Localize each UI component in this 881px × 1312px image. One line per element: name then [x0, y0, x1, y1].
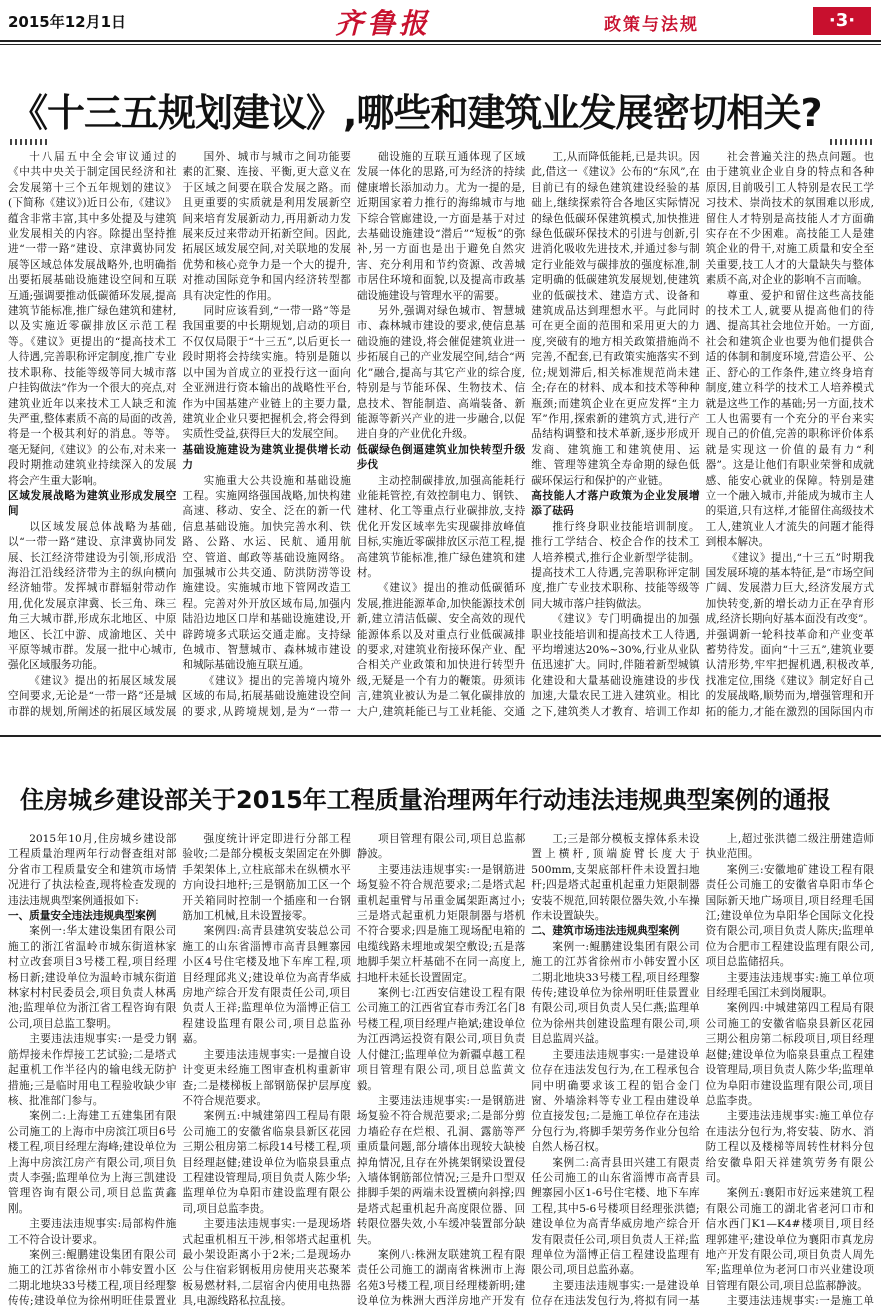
paragraph: 案例二:高青县田兴建工有限责任公司施工的山东省淄博市高青县鲤寨园小区1-6号住宅楼、地下车库工程,其中5-6号楼项目经理张洪德;建设单位为高青华威房地产综合开发有限责任公司,项目负责人王祥;监理单位为淄博正信工程建设监理有限公司,项目总监孙嘉。 — [531, 1156, 700, 1277]
paragraph: 主要违法违规事实:一是受力钢筋焊接未作焊接工艺试验;二是塔式起重机工作半径内的输电线无防护措施;三是临时用电工程验收缺少审核、批准部门参与。 — [8, 1033, 177, 1107]
paragraph: 区域发展战略为建筑业形成发展空间 — [8, 489, 177, 518]
paragraph: 主要违法违规事实:一是钢筋进场复验不符合规范要求;二是塔式起重机起重臂与吊重金属架距离过小;三是塔式起重机力矩限制器与塔机不符合要求;四是施工现场配电箱的电缆线路未埋地或架空敷设;五是落地脚手架立杆基础不在同一高度上,扫地杆未延长设置固定。 — [356, 863, 526, 984]
paragraph: 项目管理有限公司,项目总监郝静波。 — [356, 833, 526, 861]
paragraph: 基础设施建设为建筑业提供增长动力 — [182, 443, 351, 472]
paragraph: 案例三:安徽地矿建设工程有限责任公司施工的安徽省阜阳市华仑国际新天地广场项目,项目经理毛国江;建设单位为阜阳华仑国际文化投资有限公司,项目负责人陈庆;监理单位为合肥市工程建设监理有限公司,项目总监储招兵。 — [705, 863, 875, 969]
article2-body — [8, 832, 874, 1310]
article1-column — [182, 150, 350, 720]
article2-column — [182, 832, 350, 1310]
paragraph: 国外、城市与城市之间功能要素的汇聚、连接、平衡,更大意义在于区域之间要在联合发展之路。而且更重要的实质就是利用发展新空间来培育发展新动力,再用新动力发展来反过来带动开拓新空间。因此,拓展区域发展空间,对关联地的发展优势和核心竞争力是一个大的提升,对推动国际竞争和国内经济转型都具有决定性的作用。 — [182, 151, 351, 302]
paragraph: 低碳绿色倒逼建筑业加快转型升级步伐 — [356, 443, 526, 472]
paragraph: 同时应该看到,“一带一路”等是我国重要的中长期规划,启动的项目不仅仅局限于“十三五”,以后更长一段时期将会持续实施。特别是随以以中国为首成立的亚投行这一面向全亚洲进行资本输出的战略性平台,作为中国基建产业链上的主要力量,建筑业企业只要把握机会,将会得到实质性受益,获得巨大的发展空间。 — [182, 305, 351, 441]
paragraph: 主要违法违规事实:施工单位项目经理毛国江未到岗履职。 — [705, 971, 875, 1000]
paragraph: 《建议》提出的拓展区域发展空间要求,无论是“一带一路”还是城市群的规划,所阐述的拓展区域发展 — [8, 674, 177, 718]
issue-date: 2015年12月1日 — [8, 13, 127, 31]
article2-column — [8, 832, 176, 1310]
paragraph: 主要违法违规事实:一是擅自设计变更未经施工图审查机构重新审查;二是楼梯板上部钢筋保护层厚度不符合规范要求。 — [182, 1048, 351, 1107]
paragraph: 案例三:鲲鹏建设集团有限公司施工的江苏省徐州市小韩安置小区二期北地块33号楼工程,项目经理黎传传;建设单位为徐州明旺佳景置业 — [8, 1248, 177, 1308]
paragraph: 高技能人才落户政策为企业发展增添了砝码 — [531, 489, 700, 518]
paragraph: 案例七:江西安信建设工程有限公司施工的江西省宜春市秀江名门8号楼工程,项目经理卢艳斌;建设单位为江西鸿运投资有限公司,项目负责人付健江;监理单位为新疆卓越工程项目管理有限公司,项目总监黄文毅。 — [356, 987, 526, 1092]
article-divider — [0, 735, 881, 737]
paragraph: 2015年10月,住房城乡建设部工程质量治理两年行动督查组对部分省市工程质量安全和建筑市场情况进行了执法检查,现将检查发现的违法违规典型案例通报如下: — [8, 833, 177, 907]
paragraph: 上,超过张洪德二级注册建造师执业范围。 — [705, 833, 875, 861]
article1-column — [357, 150, 525, 720]
paragraph: 主要违法违规事实:局部构件施工不符合设计要求。 — [8, 1218, 177, 1246]
paragraph: 主动控制碳排放,加强高能耗行业能耗管控,有效控制电力、钢铁、建材、化工等重点行业碳排放,支持优化开发区域率先实现碳排放峰值目标,实施近零碳排放区示范工程,提高建筑节能标准,推广绿色建筑和建材。 — [356, 474, 526, 579]
paragraph: 《建议》专门明确提出的加强职业技能培训和提高技术工人待遇,平均增速达20%~30%,行业从业队伍迅速扩大。同时,伴随着新型城镇化建设和大量基础设施建设的步伐加速,大量农民工进入建筑业。相比之下,建筑类人才教育、培训工作却 — [531, 613, 700, 718]
paragraph: 案例一:鲲鹏建设集团有限公司施工的江苏省徐州市小韩安置小区二期北地块33号楼工程,项目经理黎传传;建设单位为徐州明旺佳景置业有限公司,项目负责人吴仁燕;监理单位为徐州共创建设监理有限公司,项目总监周兴益。 — [531, 940, 700, 1046]
headline-ornament-right — [830, 139, 874, 145]
paragraph: 主要违法违规事实:一是钢筋进场复验不符合规范要求;二是部分剪力墙砼存在烂根、孔洞、露筋等严重质量问题,部分墙体出现较大缺棱掉角情况,且存在外挑架钢梁设置侵入墙体钢筋部位情况;三是升口型双排脚手架的两端未设置横向斜撑;四是塔式起重机起升高度限位器、回转限位器失效,小车缓冲装置部分缺失。 — [356, 1094, 526, 1246]
paragraph: 《建议》提出的推动低碳循环发展,推进能源革命,加快能源技术创新,建立清洁低碳、安全高效的现代能源体系以及对重点行业低碳减排的要求,对建筑业衔接环保产业、配合相关产业政策和加快进行转型升级,无疑是一个有力的鞭策。毋须讳言,建筑业被认为是二氧化碳排放的大户,建筑耗能已与工业耗能、交通 — [356, 582, 526, 718]
newspaper-masthead: 齐鲁报 — [335, 7, 432, 40]
paragraph: 推行终身职业技能培训制度。推行工学结合、校企合作的技术工人培养模式,推行企业新型学徒制。提高技术工人待遇,完善职称评定制度,推广专业技术职称、技能等级等同大城市落户挂钩做法。 — [531, 520, 700, 610]
paragraph: 强度统计评定即进行分部工程验收;二是部分模板支架固定在外脚手架架体上,立柱底部未在纵横水平方向设扫地杆;三是钢筋加工区一个开关箱同时控制一个插座和一台钢筋加工机械,且未设置接零。 — [182, 833, 351, 923]
article1-column — [706, 150, 874, 720]
paragraph: 一、质量安全违法违规典型案例 — [8, 910, 157, 923]
paragraph: 案例二:上海建工五建集团有限公司施工的上海市中房滨江项目6号楼工程,项目经理左海峰;建设单位为上海中房滨江房产有限公司,项目负责人李强;监理单位为上海三凯建设管理咨询有限公司,项目总监黄鑫刚。 — [8, 1110, 177, 1215]
paragraph: 以区域发展总体战略为基础,以“一带一路”建设、京津冀协同发展、长江经济带建设为引领,形成沿海沿江沿线经济带为主的纵向横向经济轴带。发挥城市群辐射带动作用,优化发展京津冀、长三角、珠三角三大城市群,形成东北地区、中原地区、长江中游、成渝地区、关中平原等城市群。发展一批中心城市,强化区域服务功能。 — [8, 520, 177, 672]
paragraph: 础设施的互联互通体现了区域发展一体化的思路,可为经济的持续健康增长添加动力。尤为一提的是,近期国家着力推行的海绵城市与地下综合管廊建设,一方面是基于对过去基础设施建设“潜后”“短板”的弥补,另一方面也是出于避免自然灾害、充分利用和节约资源、改善城市居住环境和面貌,以及提高市政基础设施建设与管理水平的需要。 — [356, 151, 526, 302]
article1-headline: 《十三五规划建议》,哪些和建筑业发展密切相关? — [10, 91, 822, 135]
article1-body — [8, 150, 874, 720]
paragraph: 案例五:襄阳市好远来建筑工程有限公司施工的湖北省老河口市和信水西门K1—K4#楼项目,项目经理郭建平;建设单位为襄阳市真龙房地产开发有限公司,项目负责人周先军;监理单位为老河口市兴业建设项目管理有限公司,项目总监郝静波。 — [705, 1187, 875, 1292]
paragraph: 主要违法违规事实:一是建设单位存在违法发包行为,将拟有同一基 — [531, 1279, 700, 1308]
paragraph: 尊重、爱护和留住这些高技能的技术工人,就要从提高他们的待遇、提高其社会地位开始。一方面,社会和建筑企业也要为他们提供合适的体制和制度环境,营造公平、公正、舒心的工作条件,建立终身培育制度,建立科学的技术工人培养模式就是这些工作的基础;另一方面,技术工人也需要有一个充分的平台来实现自己的价值,完善的职称评价体系就是实现这一价值的最有力“利器”。这是让他们有职业荣誉和成就感、能安心就业的保障。特别是建立一个融入城市,并能成为城市主人的渠道,只有这样,才能留住高级技术工人,建筑业人才流失的问题才能得到根本解决。 — [705, 289, 875, 549]
paragraph: 社会普遍关注的热点问题。也由于建筑业企业自身的特点和各种原因,目前吸引工人特别是农民工学习技术、崇尚技术的氛围难以形成,留住人才特别是高技能人才方面确实存在不少困难。高技能工人是建筑企业的骨干,对施工质量和安全至关重要,技工人才的大量缺失与整体素质不高,对企业的影响不言而喻。 — [705, 151, 875, 287]
article2-column — [706, 832, 874, 1310]
page-number: ·3· — [813, 7, 871, 35]
paragraph: 主要违法违规事实:一是现场塔式起重机相互干涉,相邻塔式起重机最小架设距离小于2米;二是现场办公与住宿彩钢板用房使用夹芯聚苯板易燃材料,二层宿舍内使用电热器具,电源线路私拉乱接。 — [182, 1218, 351, 1308]
paragraph: 二、建筑市场违法违规典型案例 — [531, 925, 680, 938]
paragraph: 另外,强调对绿色城市、智慧城市、森林城市建设的要求,使信息基础设施的建设,将会催促建筑业进一步拓展自己的产业发展空间,结合“两化”融合,提高与其它产业的综合度,特别是与节能环保、生物技术、信息技术、智能制造、高端装备、新能源等新兴产业的进一步融合,以促进自身的产业优化升级。 — [356, 305, 526, 441]
paragraph: 《建议》提出的完善境内境外区域的布局,拓展基础设施建设空间的要求,从跨境规划,是为“一带一 — [182, 674, 351, 718]
header-rule — [0, 40, 881, 42]
header-rule-thin — [0, 44, 881, 45]
page-header — [0, 0, 881, 42]
paragraph: 案例五:中城建第四工程局有限公司施工的安徽省临泉县新区花园三期公租房第二标段14号楼工程,项目经理赵健;建设单位为临泉县重点工程建设管理局,项目负责人陈少华;监理单位为阜阳市建设监理有限公司,项目总监李贵。 — [182, 1110, 351, 1215]
paragraph: 工;三是部分模板支撑体系未设置上横杆,顶端旋臂长度大于500mm,支架底部杆件未设置扫地杆;四是塔式起重机起重力矩限制器安装不规范,回转限位器失效,小车操作未设置缺失。 — [531, 833, 700, 923]
paragraph: 主要违法违规事实:一是建设单位存在违法发包行为,在工程承包合同中明确要求该工程的铝合金门窗、外墙涂料等专业工程由建设单位直接发包;二是施工单位存在违法分包行为,将脚手架劳务作业分包给自然人杨召权。 — [531, 1048, 700, 1154]
paragraph: 案例四:高青县建筑安装总公司施工的山东省淄博市高青县鲤寨园小区4号住宅楼及地下车库工程,项目经理邱兆义;建设单位为高青华威房地产综合开发有限责任公司,项目负责人王祥;监理单位为淄博正信工程建设监理有限公司,项目总监孙嘉。 — [182, 925, 351, 1046]
paragraph: 工,从而降低能耗,已是共识。因此,借这一《建议》公布的“东风”,在目前已有的绿色建筑建设经验的基础上,继续探索符合各地区实际情况的绿色低碳环保建筑模式,加快推进绿色低碳环保技术的引进与创新,引进消化吸收先进技术,并通过参与制定行业能效与碳排放的强度标准,制定明确的低碳建筑发展规划,使建筑业的低碳技术、建造方式、设备和建筑成品达到理想水平。与此同时可在更全面的范围和采用更大的力度,突破有的地方相关政策措施尚不完善,不配套,已有政策实施落实不到位;规划滞后,相关标准规范尚未建全;存在的材料、成本和技术等种种瓶颈;而建筑企业在更应发挥“主力军”作用,探索新的建筑方式,进行产品结构调整和技术革新,逐步形成开发商、建筑施工和建筑使用、运维、管理等建筑全寿命期的绿色低碳环保运行和保护的产业链。 — [531, 151, 700, 487]
section-title: 政策与法规 — [604, 15, 699, 35]
article1-column — [8, 150, 176, 720]
paragraph: 主要违法违规事实:一是施工单 — [726, 1295, 875, 1308]
paragraph: 案例八:株洲友联建筑工程有限责任公司施工的湖南省株洲市上海名苑3号楼工程,项目经理楼新明;建设单位为株洲大西洋房地产开发有 — [356, 1248, 526, 1308]
article2-headline: 住房城乡建设部关于2015年工程质量治理两年行动违法违规典型案例的通报 — [20, 786, 831, 814]
paragraph: 案例一:华太建设集团有限公司施工的浙江省温岭市城东街道林家村立改套项目3号楼工程,项目经理杨日新;建设单位为温岭市城东街道林家村村民委员会,项目负责人林禹池;监理单位为浙江省工程咨询有限公司,项目总监工黎明。 — [8, 925, 177, 1030]
paragraph: 主要违法违规事实:施工单位存在违法分包行为,将安装、防水、消防工程以及楼梯等周转性材料分包给安徽阜阳天祥建筑劳务有限公司。 — [705, 1110, 875, 1184]
paragraph: 案例四:中城建第四工程局有限公司施工的安徽省临泉县新区花园三期公租房第二标段项目,项目经理赵健;建设单位为临泉县重点工程建设管理局,项目负责人陈少华;监理单位为阜阳市建设监理有限公司,项目总监李贵。 — [705, 1002, 875, 1107]
headline-ornament-left — [10, 139, 50, 145]
article2-column — [531, 832, 699, 1310]
paragraph: 实施重大公共设施和基础设施工程。实施网络强国战略,加快构建高速、移动、安全、泛在的新一代信息基础设施。加快完善水利、铁路、公路、水运、民航、通用航空、管道、邮政等基础设施网络。加强城市公共交通、防洪防涝等设施建设。实施城市地下管网改造工程。完善对外开放区域布局,加强内陆沿边地区口岸和基础设施建设,开辟跨境多式联运交通走廊。支持绿色城市、智慧城市、森林城市建设和城际基础设施互联互通。 — [182, 474, 351, 672]
article2-column — [357, 832, 525, 1310]
paragraph: 《建议》提出,“十三五”时期我国发展环境的基本特征,是“市场空间广阔、发展潜力巨大,经济发展方式加快转变,新的增长动力正在孕育形成,经济长期向好基本面没有改变”。并强调新一轮科技革命和产业变革蓄势待发。面向“十三五”,建筑业要认清形势,牢牢把握机遇,积极改革,找准定位,围绕《建议》制定好自己的发展战略,顺势而为,增强管理和开拓的能力,才能在激烈的国际国内市 — [705, 551, 875, 718]
paragraph: 十八届五中全会审议通过的《中共中央关于制定国民经济和社会发展第十三个五年规划的建议》(下简称《建议》)近日公布,《建议》蕴含非常丰富,其中多处提及与建筑业发展相关的内容。除提出坚持推进“一带一路”建设、京津冀协同发展等区域总体发展战略外,也明确指出要拓展基础设施建设空间和互联互通;强调要推动低碳循环发展,提高建筑节能标准,推广绿色建筑和建材,以及实施近零碳排放区示范工程等。《建议》更提出的“提高技术工人待遇,完善职称评定制度,推广专业技术职称、技能等级等同大城市落户挂钩做法”作为一个很大的亮点,对建筑业近年以来技术工人缺乏和流失严重,整体素质不高的局面的改善,将是一个极其利好的消息。等等。毫无疑问,《建议》的公布,对未来一段时期推动建筑业持续深入的发展将会产生重大影响。 — [8, 151, 177, 487]
article1-column — [531, 150, 699, 720]
